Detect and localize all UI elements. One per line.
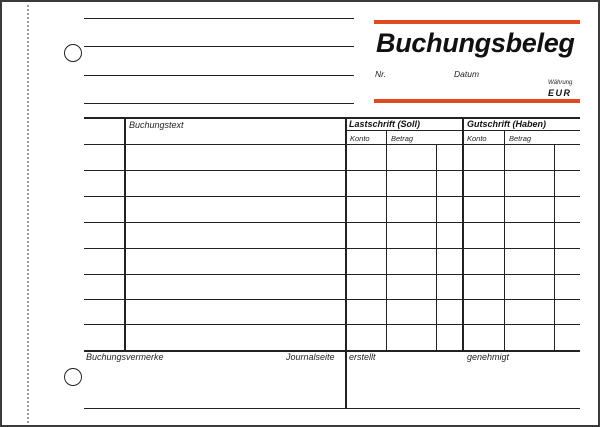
table-row-line [84, 170, 580, 171]
col-divider-haben-cent [554, 144, 555, 351]
subheader-soll-konto: Konto [350, 134, 370, 143]
col-divider-buchungstext [124, 117, 126, 351]
col-divider-soll-cent [436, 144, 437, 351]
subheader-soll-betrag: Betrag [391, 134, 414, 143]
subheader-haben-betrag: Betrag [509, 134, 532, 143]
table-row-line [84, 222, 580, 223]
perforation-line [26, 4, 30, 424]
table-row-line [84, 248, 580, 249]
footer-genehmigt-label: genehmigt [467, 352, 510, 362]
datum-label: Datum [454, 69, 480, 79]
table-header-divider [84, 144, 580, 145]
waehrung-label: Währung [548, 80, 573, 86]
col-header-buchungstext: Buchungstext [129, 120, 184, 130]
nr-label: Nr. [375, 69, 387, 79]
punch-hole-bottom [64, 368, 82, 386]
table-row-line [84, 324, 580, 325]
col-header-gutschrift: Gutschrift (Haben) [467, 119, 547, 129]
footer-journalseite-label: Journalseite [286, 352, 335, 362]
address-line-1 [84, 18, 354, 19]
title-accent-bar-top [374, 20, 580, 24]
currency-value: EUR [548, 88, 572, 98]
booking-voucher-form [2, 2, 598, 425]
address-line-4 [84, 103, 354, 104]
col-divider-haben-betrag [504, 130, 505, 351]
address-line-3 [84, 75, 354, 76]
subheader-haben-konto: Konto [467, 134, 487, 143]
col-divider-soll-betrag [386, 130, 387, 351]
punch-hole-top [64, 44, 82, 62]
footer-buchungsvermerke-label: Buchungsvermerke [86, 352, 164, 362]
table-row-line [84, 274, 580, 275]
table-row-line [84, 299, 580, 300]
title-accent-bar-bottom [374, 99, 580, 103]
col-divider-gutschrift [462, 117, 464, 351]
footer-erstellt-label: erstellt [349, 352, 376, 362]
footer-signature-line [84, 408, 580, 409]
col-header-lastschrift: Lastschrift (Soll) [349, 119, 421, 129]
form-title: Buchungsbeleg [376, 28, 575, 58]
col-divider-lastschrift [345, 117, 347, 409]
table-row-line [84, 196, 580, 197]
address-line-2 [84, 46, 354, 47]
